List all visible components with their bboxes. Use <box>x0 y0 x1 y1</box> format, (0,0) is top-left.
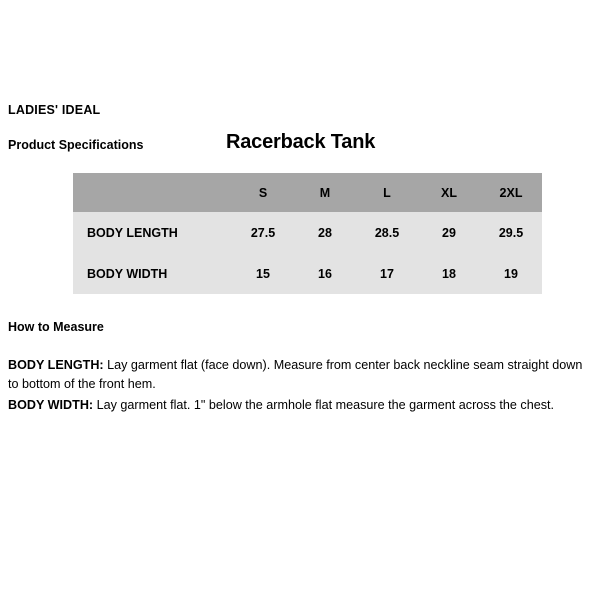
size-table-head <box>73 173 542 212</box>
cell-body-width-2xl: 19 <box>504 266 518 281</box>
cell-body-length-s: 27.5 <box>250 225 276 240</box>
size-table <box>73 173 542 294</box>
size-table-body <box>73 212 542 294</box>
how-to-measure-title: How to Measure <box>8 320 104 334</box>
product-specifications-header <box>8 131 592 161</box>
cell-body-length-l: 28.5 <box>374 225 400 240</box>
table-header-row <box>73 173 542 212</box>
cell-body-width-xl: 18 <box>442 266 456 281</box>
header-cell-m: M <box>319 185 331 200</box>
header-cell-blank <box>73 173 232 212</box>
row-label-body-length: BODY LENGTH <box>87 225 178 240</box>
cell-body-width-l: 17 <box>380 266 394 281</box>
table-row <box>73 212 542 253</box>
measure-item-body-length <box>8 356 594 393</box>
how-to-measure-content <box>8 356 594 418</box>
cell-body-length-2xl: 29.5 <box>498 225 524 240</box>
page-title: Racerback Tank <box>226 131 376 153</box>
cell-body-length-xl: 29 <box>442 225 456 240</box>
header-cell-xl: XL <box>441 185 457 200</box>
measure-term-body-width: BODY WIDTH: <box>8 398 94 412</box>
table-row <box>73 253 542 294</box>
cell-body-width-s: 15 <box>256 266 270 281</box>
measure-text-body-length: Lay garment flat (face down). Measure from center back neckline seam straight down to bottom of the front hem. <box>8 358 583 391</box>
measure-item-body-width <box>8 396 594 415</box>
measure-text-body-width: Lay garment flat. 1" below the armhole flat measure the garment across the chest. <box>93 398 555 412</box>
cell-body-length-m: 28 <box>318 225 332 240</box>
header-cell-2xl: 2XL <box>499 185 523 200</box>
product-specifications-label: Product Specifications <box>8 138 144 152</box>
cell-body-width-m: 16 <box>318 266 332 281</box>
brand-name: LADIES' IDEAL <box>8 103 101 117</box>
measure-term-body-length: BODY LENGTH: <box>8 358 104 372</box>
header-cell-l: L <box>383 185 391 200</box>
header-cell-s: S <box>258 185 268 200</box>
row-label-body-width: BODY WIDTH <box>87 266 168 281</box>
